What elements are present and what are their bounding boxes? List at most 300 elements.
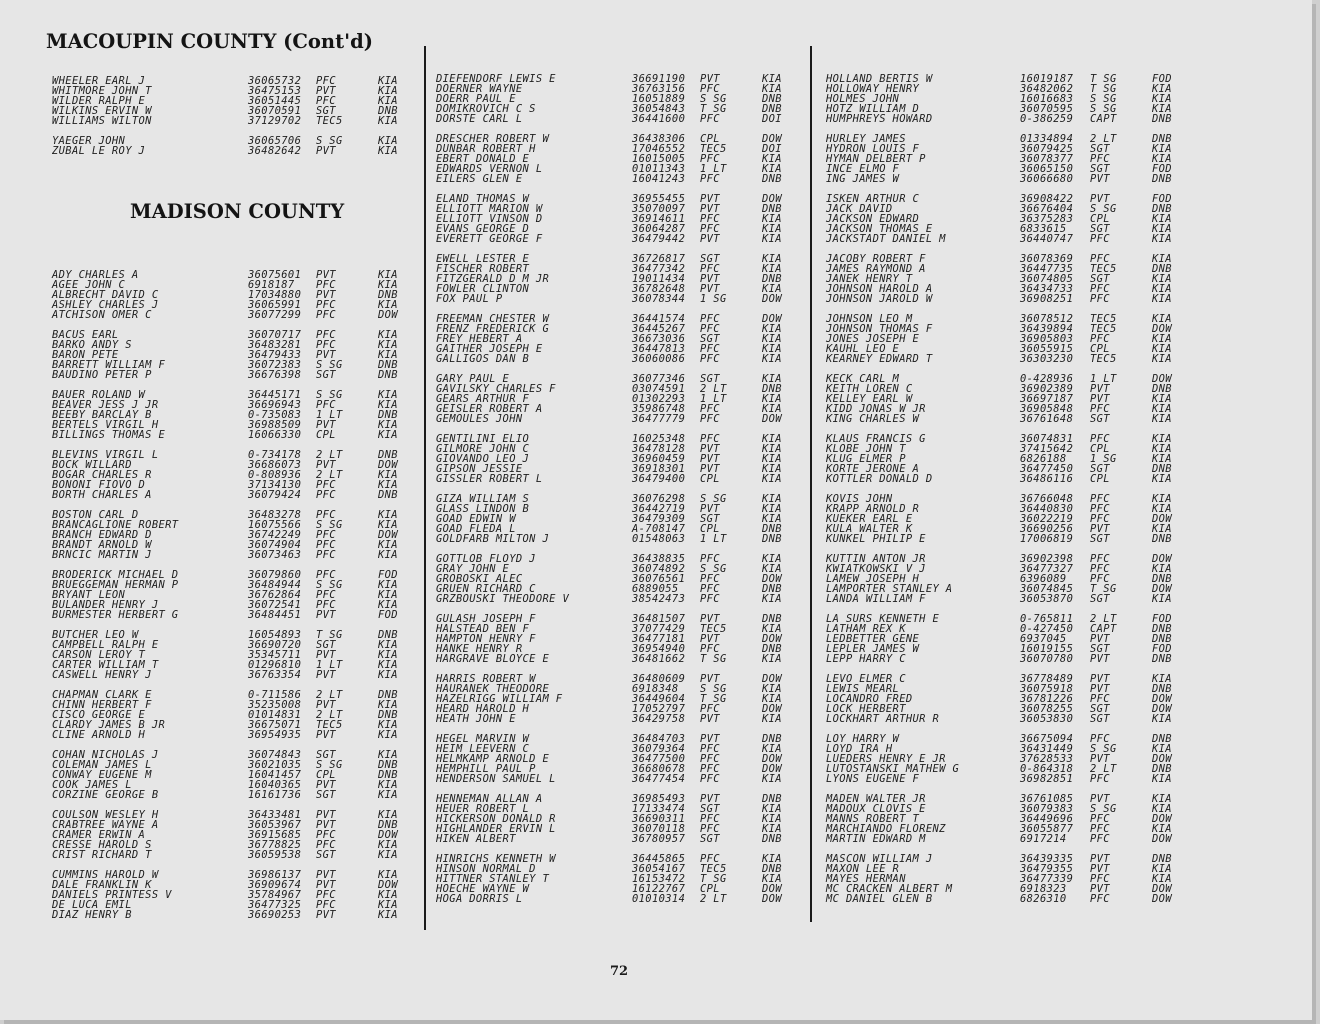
casualty-grade: 2 LT: [316, 709, 343, 721]
casualty-name: BURMESTER HERBERT G: [52, 609, 179, 621]
casualty-status: DNB: [1152, 133, 1172, 145]
casualty-serial: 36440830: [1020, 503, 1074, 515]
casualty-serial: 36438835: [632, 553, 686, 565]
casualty-name: HOLLAND BERTIS W: [826, 73, 933, 85]
casualty-status: KIA: [1152, 433, 1172, 445]
casualty-name: CUMMINS HAROLD W: [52, 869, 159, 881]
casualty-status: KIA: [1152, 403, 1172, 415]
casualty-serial: 36434733: [1020, 283, 1074, 295]
casualty-status: DOW: [762, 673, 782, 685]
casualty-serial: 03074591: [632, 383, 686, 395]
casualty-status: KIA: [1152, 823, 1172, 835]
casualty-name: HAURANEK THEODORE: [436, 683, 550, 695]
casualty-name: BACUS EARL: [52, 329, 119, 341]
casualty-status: DNB: [762, 533, 782, 545]
casualty-serial: 36051445: [248, 95, 302, 107]
casualty-serial: 0-864318: [1020, 763, 1074, 775]
casualty-name: KOVIS JOHN: [826, 493, 893, 505]
casualty-serial: 36726817: [632, 253, 686, 265]
casualty-serial: 36059538: [248, 849, 302, 861]
casualty-status: KIA: [1152, 273, 1172, 285]
casualty-serial: 36484703: [632, 733, 686, 745]
casualty-serial: 36479355: [1020, 863, 1074, 875]
casualty-serial: 36484451: [248, 609, 302, 621]
casualty-serial: 36075918: [1020, 683, 1074, 695]
casualty-serial: 36478128: [632, 443, 686, 455]
casualty-name: HANKE HENRY R: [436, 643, 523, 655]
casualty-name: EDWARDS VERNON L: [436, 163, 543, 175]
casualty-status: DOW: [762, 133, 782, 145]
casualty-grade: PFC: [316, 529, 336, 541]
casualty-name: HEARD HAROLD H: [436, 703, 530, 715]
casualty-status: DNB: [762, 643, 782, 655]
casualty-grade: PVT: [1090, 653, 1110, 665]
casualty-serial: 6918348: [632, 683, 679, 695]
casualty-name: BRANCH EDWARD D: [52, 529, 152, 541]
casualty-grade: PVT: [316, 269, 336, 281]
casualty-serial: 36481662: [632, 653, 686, 665]
casualty-serial: 36066680: [1020, 173, 1074, 185]
casualty-serial: 36441600: [632, 113, 686, 125]
casualty-serial: 36074831: [1020, 433, 1074, 445]
casualty-status: DOW: [762, 413, 782, 425]
casualty-name: DRESCHER ROBERT W: [436, 133, 550, 145]
casualty-name: ELLIOTT VINSON D: [436, 213, 543, 225]
casualty-name: DIEFENDORF LEWIS E: [436, 73, 556, 85]
casualty-status: DOW: [762, 293, 782, 305]
casualty-grade: PFC: [1090, 403, 1110, 415]
casualty-grade: 2 LT: [316, 449, 343, 461]
casualty-status: KIA: [378, 719, 398, 731]
casualty-status: KIA: [762, 263, 782, 275]
casualty-serial: 36477342: [632, 263, 686, 275]
casualty-status: KIA: [762, 563, 782, 575]
casualty-name: LEPLER JAMES W: [826, 643, 920, 655]
casualty-grade: PFC: [316, 829, 336, 841]
casualty-status: DOW: [1152, 703, 1172, 715]
casualty-name: WILKINS ERVIN W: [52, 105, 152, 117]
casualty-grade: PFC: [700, 403, 720, 415]
casualty-serial: 36690311: [632, 813, 686, 825]
casualty-grade: S SG: [316, 359, 343, 371]
casualty-name: GRZBOUSKI THEODORE V: [436, 593, 570, 605]
casualty-grade: PVT: [316, 869, 336, 881]
casualty-serial: 16016683: [1020, 93, 1074, 105]
casualty-serial: 36079425: [1020, 143, 1074, 155]
casualty-name: GOTTLOB FLOYD J: [436, 553, 536, 565]
casualty-name: JACK DAVID: [826, 203, 893, 215]
casualty-serial: 37628533: [1020, 753, 1074, 765]
casualty-status: KIA: [762, 593, 782, 605]
casualty-grade: PVT: [316, 809, 336, 821]
casualty-name: BORTH CHARLES A: [52, 489, 152, 501]
casualty-serial: 36441574: [632, 313, 686, 325]
casualty-status: KIA: [762, 773, 782, 785]
casualty-status: DOW: [762, 763, 782, 775]
casualty-serial: 37415642: [1020, 443, 1074, 455]
casualty-grade: S SG: [316, 519, 343, 531]
casualty-serial: 36918301: [632, 463, 686, 475]
casualty-name: KLAUS FRANCIS G: [826, 433, 926, 445]
casualty-name: GRAY JOHN E: [436, 563, 510, 575]
casualty-name: CAMPBELL RALPH E: [52, 639, 159, 651]
casualty-serial: 01011343: [632, 163, 686, 175]
casualty-grade: PFC: [700, 263, 720, 275]
casualty-status: KIA: [762, 803, 782, 815]
casualty-status: KIA: [1152, 773, 1172, 785]
casualty-serial: 36053967: [248, 819, 302, 831]
casualty-name: HENNEMAN ALLAN A: [436, 793, 543, 805]
casualty-serial: 36763354: [248, 669, 302, 681]
casualty-status: DNB: [762, 833, 782, 845]
casualty-serial: 36079424: [248, 489, 302, 501]
casualty-name: GLASS LINDON B: [436, 503, 530, 515]
casualty-grade: TEC5: [700, 623, 727, 635]
casualty-grade: CPL: [316, 769, 336, 781]
casualty-name: COOK JAMES L: [52, 779, 132, 791]
casualty-serial: 17046552: [632, 143, 686, 155]
casualty-grade: PFC: [700, 313, 720, 325]
casualty-grade: PFC: [316, 599, 336, 611]
casualty-name: HAZELRIGG WILLIAM F: [436, 693, 563, 705]
casualty-name: CHINN HERBERT F: [52, 699, 152, 711]
casualty-grade: 2 LT: [1090, 133, 1117, 145]
casualty-serial: 36479442: [632, 233, 686, 245]
casualty-status: KIA: [1152, 593, 1172, 605]
casualty-status: DNB: [762, 103, 782, 115]
casualty-status: DOW: [1152, 813, 1172, 825]
casualty-name: AGEE JOHN C: [52, 279, 126, 291]
casualty-serial: 36074845: [1020, 583, 1074, 595]
casualty-status: KIA: [378, 85, 398, 97]
casualty-serial: 0-734178: [248, 449, 302, 461]
casualty-serial: 16019155: [1020, 643, 1074, 655]
casualty-status: KIA: [762, 213, 782, 225]
casualty-serial: 36905848: [1020, 403, 1074, 415]
casualty-status: DNB: [378, 105, 398, 117]
casualty-grade: PFC: [700, 813, 720, 825]
casualty-status: DNB: [762, 863, 782, 875]
casualty-status: KIA: [762, 433, 782, 445]
casualty-name: BERTELS VIRGIL H: [52, 419, 159, 431]
casualty-serial: 36064287: [632, 223, 686, 235]
casualty-grade: PFC: [700, 173, 720, 185]
casualty-serial: 0-808936: [248, 469, 302, 481]
casualty-serial: 17006819: [1020, 533, 1074, 545]
casualty-grade: S SG: [700, 93, 727, 105]
casualty-status: FOD: [1152, 163, 1172, 175]
casualty-status: KIA: [762, 83, 782, 95]
casualty-status: DOW: [378, 459, 398, 471]
casualty-name: LAMEW JOSEPH H: [826, 573, 920, 585]
casualty-serial: 36483281: [248, 339, 302, 351]
casualty-status: DOW: [1152, 753, 1172, 765]
casualty-name: HALSTEAD BEN F: [436, 623, 530, 635]
casualty-name: KELLEY EARL W: [826, 393, 913, 405]
casualty-name: WILDER RALPH E: [52, 95, 146, 107]
casualty-name: HEIM LEEVERN C: [436, 743, 530, 755]
casualty-name: BRANDT ARNOLD W: [52, 539, 152, 551]
casualty-name: LOCANDRO FRED: [826, 693, 913, 705]
casualty-status: KIA: [378, 145, 398, 157]
casualty-name: JACKSON THOMAS E: [826, 223, 933, 235]
casualty-status: KIA: [378, 659, 398, 671]
casualty-serial: 16066330: [248, 429, 302, 441]
casualty-grade: TEC5: [700, 863, 727, 875]
casualty-name: CLARDY JAMES B JR: [52, 719, 166, 731]
casualty-name: LOYD IRA H: [826, 743, 893, 755]
casualty-status: DNB: [378, 709, 398, 721]
casualty-status: DNB: [762, 613, 782, 625]
casualty-status: KIA: [1152, 83, 1172, 95]
casualty-serial: 0-428936: [1020, 373, 1074, 385]
casualty-serial: 6826310: [1020, 893, 1067, 905]
casualty-serial: 36479400: [632, 473, 686, 485]
casualty-name: BARRETT WILLIAM F: [52, 359, 166, 371]
casualty-name: HURLEY JAMES: [826, 133, 906, 145]
casualty-status: KIA: [378, 269, 398, 281]
casualty-serial: 36475153: [248, 85, 302, 97]
casualty-grade: PVT: [700, 733, 720, 745]
casualty-grade: PVT: [316, 779, 336, 791]
casualty-serial: 36960459: [632, 453, 686, 465]
casualty-status: KIA: [1152, 493, 1172, 505]
casualty-name: JAMES RAYMOND A: [826, 263, 926, 275]
casualty-grade: PFC: [316, 339, 336, 351]
casualty-name: MADOUX CLOVIS E: [826, 803, 926, 815]
casualty-grade: CPL: [316, 429, 336, 441]
casualty-grade: PVT: [700, 463, 720, 475]
casualty-serial: 35345711: [248, 649, 302, 661]
casualty-grade: S SG: [700, 683, 727, 695]
casualty-grade: PVT: [316, 909, 336, 921]
casualty-status: DNB: [1152, 573, 1172, 585]
casualty-grade: SGT: [316, 105, 336, 117]
casualty-status: FOD: [378, 569, 398, 581]
casualty-grade: PVT: [316, 459, 336, 471]
casualty-grade: CPL: [700, 473, 720, 485]
casualty-name: GALLIGOS DAN B: [436, 353, 530, 365]
casualty-grade: 2 LT: [700, 893, 727, 905]
casualty-grade: PFC: [700, 413, 720, 425]
casualty-name: LEWIS MEARL: [826, 683, 900, 695]
casualty-status: KIA: [378, 599, 398, 611]
casualty-grade: PVT: [700, 613, 720, 625]
casualty-status: KIA: [378, 699, 398, 711]
casualty-name: GEARS ARTHUR F: [436, 393, 530, 405]
casualty-serial: 6917214: [1020, 833, 1067, 845]
casualty-serial: 36954935: [248, 729, 302, 741]
casualty-name: BOSTON CARL D: [52, 509, 139, 521]
casualty-grade: CPL: [1090, 213, 1110, 225]
casualty-status: KIA: [378, 579, 398, 591]
casualty-name: GROBOSKI ALEC: [436, 573, 523, 585]
casualty-serial: 36070780: [1020, 653, 1074, 665]
casualty-status: KIA: [1152, 353, 1172, 365]
casualty-name: FREEMAN CHESTER W: [436, 313, 550, 325]
casualty-grade: PVT: [1090, 753, 1110, 765]
casualty-status: DNB: [1152, 633, 1172, 645]
casualty-serial: 36481507: [632, 613, 686, 625]
casualty-grade: PFC: [700, 853, 720, 865]
casualty-serial: 6826188: [1020, 453, 1067, 465]
casualty-name: HINRICHS KENNETH W: [436, 853, 556, 865]
casualty-serial: 37134130: [248, 479, 302, 491]
casualty-status: KIA: [1152, 863, 1172, 875]
casualty-status: FOD: [1152, 613, 1172, 625]
casualty-status: KIA: [1152, 803, 1172, 815]
casualty-grade: PFC: [316, 569, 336, 581]
casualty-name: COULSON WESLEY H: [52, 809, 159, 821]
casualty-serial: 36675071: [248, 719, 302, 731]
casualty-grade: 2 LT: [316, 469, 343, 481]
casualty-name: KORTE JERONE A: [826, 463, 920, 475]
casualty-grade: SGT: [316, 749, 336, 761]
casualty-grade: SGT: [700, 513, 720, 525]
casualty-serial: 36697187: [1020, 393, 1074, 405]
casualty-status: KIA: [1152, 743, 1172, 755]
casualty-name: CISCO GEORGE E: [52, 709, 146, 721]
casualty-name: JOHNSON JAROLD W: [826, 293, 933, 305]
casualty-grade: PVT: [316, 419, 336, 431]
casualty-serial: 36479309: [632, 513, 686, 525]
casualty-grade: PVT: [700, 713, 720, 725]
casualty-status: KIA: [1152, 673, 1172, 685]
casualty-grade: PFC: [700, 353, 720, 365]
casualty-name: ING JAMES W: [826, 173, 900, 185]
casualty-status: KIA: [378, 75, 398, 87]
casualty-name: MC CRACKEN ALBERT M: [826, 883, 953, 895]
casualty-grade: PFC: [316, 95, 336, 107]
casualty-status: DNB: [378, 759, 398, 771]
casualty-status: KIA: [1152, 283, 1172, 295]
casualty-grade: S SG: [316, 389, 343, 401]
casualty-grade: PFC: [700, 823, 720, 835]
casualty-status: KIA: [762, 683, 782, 695]
casualty-name: ADY CHARLES A: [52, 269, 139, 281]
casualty-status: KIA: [1152, 233, 1172, 245]
casualty-grade: SGT: [700, 833, 720, 845]
casualty-serial: 36483278: [248, 509, 302, 521]
casualty-grade: PFC: [700, 343, 720, 355]
county-heading-macoupin: MACOUPIN COUNTY (Cont'd): [46, 30, 373, 53]
casualty-status: KIA: [762, 463, 782, 475]
casualty-name: LATHAM REX K: [826, 623, 906, 635]
casualty-status: DNB: [762, 583, 782, 595]
casualty-grade: PFC: [700, 213, 720, 225]
casualty-grade: S SG: [1090, 743, 1117, 755]
casualty-serial: 36782648: [632, 283, 686, 295]
county-heading-madison: MADISON COUNTY: [130, 200, 345, 223]
casualty-grade: PVT: [700, 273, 720, 285]
casualty-status: DNB: [378, 289, 398, 301]
casualty-status: KIA: [1152, 103, 1172, 115]
casualty-name: HARGRAVE BLOYCE E: [436, 653, 550, 665]
casualty-status: FOD: [1152, 193, 1172, 205]
casualty-name: WILLIAMS WILTON: [52, 115, 152, 127]
casualty-grade: PVT: [316, 649, 336, 661]
casualty-name: MARCHIANDO FLORENZ: [826, 823, 946, 835]
casualty-name: BILLINGS THOMAS E: [52, 429, 166, 441]
casualty-grade: SGT: [1090, 643, 1110, 655]
casualty-grade: PFC: [700, 323, 720, 335]
casualty-name: JACOBY ROBERT F: [826, 253, 926, 265]
casualty-serial: 36065706: [248, 135, 302, 147]
casualty-serial: 36447735: [1020, 263, 1074, 275]
casualty-name: KUEKER EARL E: [826, 513, 913, 525]
casualty-name: CONWAY EUGENE M: [52, 769, 152, 781]
casualty-name: HENDERSON SAMUEL L: [436, 773, 556, 785]
casualty-serial: 36074843: [248, 749, 302, 761]
casualty-status: KIA: [762, 693, 782, 705]
casualty-serial: 36076561: [632, 573, 686, 585]
casualty-grade: PFC: [1090, 433, 1110, 445]
casualty-status: DOW: [762, 573, 782, 585]
casualty-serial: 36074805: [1020, 273, 1074, 285]
casualty-grade: S SG: [1090, 803, 1117, 815]
casualty-name: BOCK WILLARD: [52, 459, 132, 471]
casualty-serial: 36673036: [632, 333, 686, 345]
casualty-name: JOHNSON THOMAS F: [826, 323, 933, 335]
casualty-status: DNB: [378, 449, 398, 461]
casualty-status: FOD: [378, 609, 398, 621]
casualty-status: DNB: [1152, 463, 1172, 475]
casualty-status: KIA: [762, 353, 782, 365]
casualty-serial: 36982851: [1020, 773, 1074, 785]
casualty-grade: T SG: [700, 873, 727, 885]
casualty-name: GIZA WILLIAM S: [436, 493, 530, 505]
casualty-name: ELAND THOMAS W: [436, 193, 530, 205]
casualty-serial: 36449604: [632, 693, 686, 705]
casualty-serial: 36955455: [632, 193, 686, 205]
casualty-name: KWIATKOWSKI V J: [826, 563, 926, 575]
casualty-status: DNB: [762, 793, 782, 805]
casualty-grade: PVT: [1090, 173, 1110, 185]
casualty-name: BAUDINO PETER P: [52, 369, 152, 381]
casualty-grade: SGT: [1090, 593, 1110, 605]
casualty-grade: PVT: [1090, 883, 1110, 895]
casualty-grade: PVT: [700, 453, 720, 465]
casualty-serial: 36780957: [632, 833, 686, 845]
casualty-status: DOW: [1152, 833, 1172, 845]
casualty-status: DNB: [1152, 263, 1172, 275]
casualty-name: CARTER WILLIAM T: [52, 659, 159, 671]
casualty-name: DIAZ HENRY B: [52, 909, 132, 921]
casualty-serial: 16015005: [632, 153, 686, 165]
casualty-grade: PVT: [316, 669, 336, 681]
casualty-name: KEARNEY EDWARD T: [826, 353, 933, 365]
casualty-serial: 36074904: [248, 539, 302, 551]
casualty-serial: 36477454: [632, 773, 686, 785]
casualty-name: WHITMORE JOHN T: [52, 85, 152, 97]
casualty-grade: 2 LT: [1090, 613, 1117, 625]
casualty-serial: 35784967: [248, 889, 302, 901]
casualty-serial: 36431449: [1020, 743, 1074, 755]
casualty-status: KIA: [762, 163, 782, 175]
casualty-serial: 36065991: [248, 299, 302, 311]
casualty-status: KIA: [762, 393, 782, 405]
casualty-serial: 36477779: [632, 413, 686, 425]
casualty-status: DNB: [378, 819, 398, 831]
casualty-name: ZUBAL LE ROY J: [52, 145, 146, 157]
casualty-serial: 36902398: [1020, 553, 1074, 565]
casualty-name: LAMPORTER STANLEY A: [826, 583, 953, 595]
casualty-status: DOI: [762, 143, 782, 155]
casualty-name: DALE FRANKLIN K: [52, 879, 152, 891]
casualty-serial: 36676404: [1020, 203, 1074, 215]
casualty-grade: TEC5: [1090, 313, 1117, 325]
casualty-status: KIA: [762, 73, 782, 85]
